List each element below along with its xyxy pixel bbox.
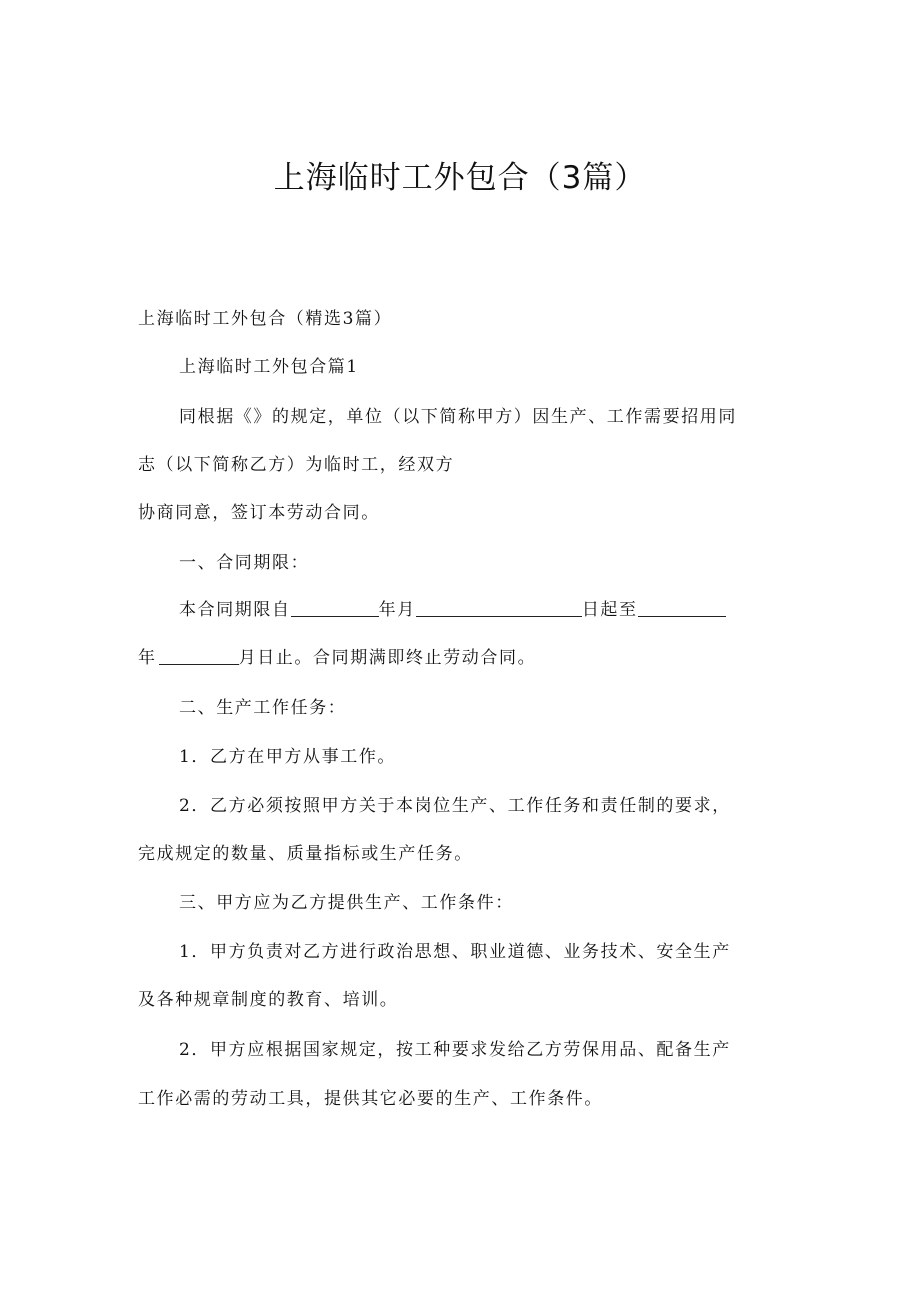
- list-item: 2．甲方应根据国家规定，按工种要求发给乙方劳保用品、配备生产: [179, 1040, 731, 1060]
- paragraph-line: 及各种规章制度的教育、培训。: [138, 990, 399, 1010]
- section-heading: 上海临时工外包合篇1: [179, 357, 359, 377]
- paragraph-line: 志（以下简称乙方）为临时工，经双方: [138, 455, 455, 475]
- term-text-year: 年: [138, 648, 157, 668]
- document-title: 上海临时工外包合（3篇）: [273, 160, 647, 196]
- term-text-end: 日起至: [581, 600, 638, 620]
- blank-field: [159, 646, 239, 665]
- blank-field: [416, 598, 582, 617]
- list-item: 2．乙方必须按照甲方关于本岗位生产、工作任务和责任制的要求，: [179, 796, 731, 816]
- blank-field: [291, 598, 379, 617]
- paragraph-line: 工作必需的劳动工具，提供其它必要的生产、工作条件。: [138, 1089, 603, 1109]
- blank-field: [638, 598, 726, 617]
- contract-term-line-continued: [138, 646, 788, 670]
- clause-heading: 三、甲方应为乙方提供生产、工作条件：: [179, 893, 514, 913]
- clause-heading: 二、生产工作任务：: [179, 698, 347, 718]
- paragraph-line: 协商同意，签订本劳动合同。: [138, 503, 380, 523]
- list-item: 1．甲方负责对乙方进行政治思想、职业道德、业务技术、安全生产: [179, 942, 731, 962]
- subtitle-line: 上海临时工外包合（精选3篇）: [138, 309, 393, 329]
- clause-heading: 一、合同期限：: [179, 553, 310, 573]
- term-text-month: 年月: [378, 600, 416, 620]
- contract-term-line: [179, 598, 829, 622]
- paragraph-line: 同根据《》的规定，单位（以下简称甲方）因生产、工作需要招用同: [179, 407, 737, 427]
- term-text-finish: 月日止。合同期满即终止劳动合同。: [238, 648, 537, 668]
- term-text-start: 本合同期限自: [179, 600, 291, 620]
- paragraph-line: 完成规定的数量、质量指标或生产任务。: [138, 844, 473, 864]
- list-item: 1．乙方在甲方从事工作。: [179, 747, 397, 767]
